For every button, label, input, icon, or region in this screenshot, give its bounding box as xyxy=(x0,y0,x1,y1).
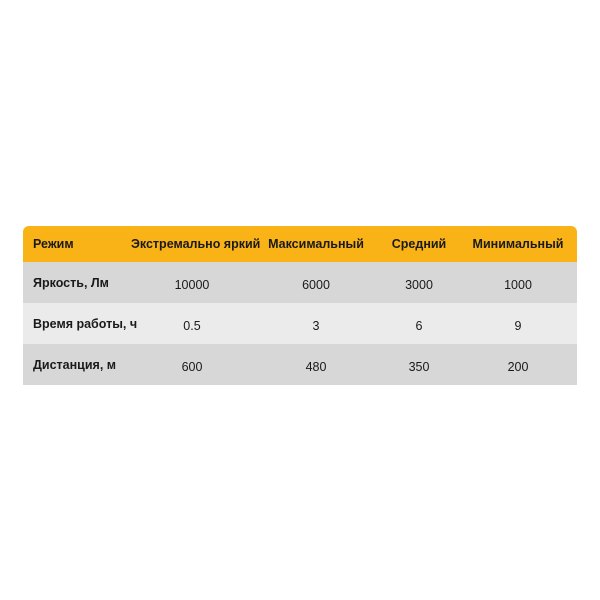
table-cell: 3000 xyxy=(405,277,433,292)
table-cell: 10000 xyxy=(174,277,210,292)
header-extreme: Экстремально яркий xyxy=(131,237,261,251)
table-cell: 200 xyxy=(507,359,529,374)
table-cell: 6 xyxy=(415,318,423,333)
row-label: Время работы, ч xyxy=(33,316,138,331)
table-cell: 600 xyxy=(181,359,203,374)
row-label: Яркость, Лм xyxy=(33,275,109,290)
table-cell: 6000 xyxy=(302,277,330,292)
row-label: Дистанция, м xyxy=(33,357,117,372)
header-maximum: Максимальный xyxy=(268,237,364,251)
table-cell: 9 xyxy=(514,318,522,333)
table-cell: 3 xyxy=(312,318,320,333)
table-header-row xyxy=(23,226,577,262)
header-mode: Режим xyxy=(33,237,74,251)
table-row-brightness xyxy=(23,262,577,303)
table-cell: 1000 xyxy=(504,277,532,292)
table-row-distance xyxy=(23,344,577,385)
table-cell: 350 xyxy=(408,359,430,374)
table-cell: 480 xyxy=(305,359,327,374)
header-minimum: Минимальный xyxy=(472,237,564,251)
header-medium: Средний xyxy=(391,237,447,251)
modes-spec-table xyxy=(23,226,577,385)
table-row-runtime xyxy=(23,303,577,344)
table-cell: 0.5 xyxy=(183,318,201,333)
